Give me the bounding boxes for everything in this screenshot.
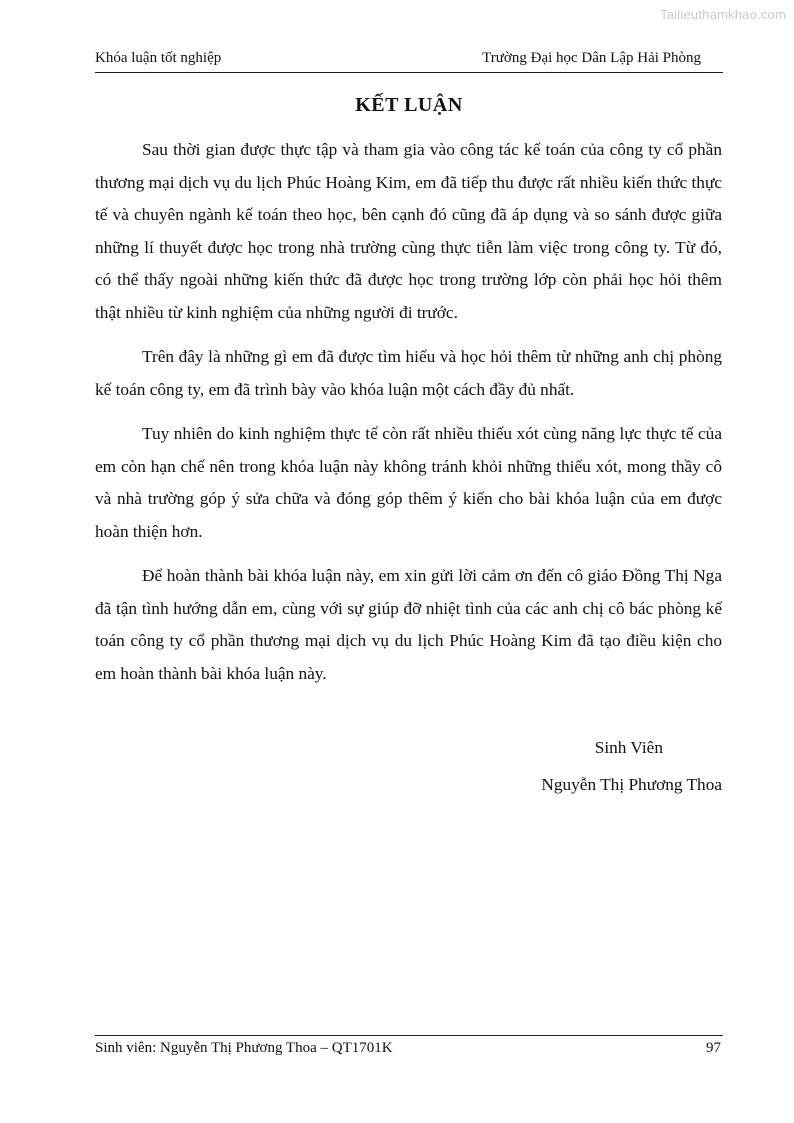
page-footer — [95, 1035, 723, 1056]
page-number: 97 — [706, 1040, 721, 1056]
watermark-text: Tailieuthamkhao.com — [660, 7, 786, 22]
document-body — [95, 134, 722, 702]
paragraph: Trên đây là những gì em đã được tìm hiểu và học hỏi thêm từ những anh chị phòng kế toán công ty, em đã trình bày vào khóa luận một cách đầy đủ nhất. — [95, 347, 722, 399]
page-header — [95, 48, 723, 73]
paragraph: Tuy nhiên do kinh nghiệm thực tế còn rất nhiều thiếu xót cùng năng lực thực tế của em còn hạn chế nên trong khóa luận này không tránh khỏi những thiếu xót, mong thầy cô và nhà trường góp ý sửa chữa và đóng góp thêm ý kiến cho bài khóa luận của em được hoàn thiện hơn. — [95, 424, 722, 541]
footer-student-info: Sinh viên: Nguyễn Thị Phương Thoa – QT1701K — [95, 1040, 393, 1056]
signature-role: Sinh Viên — [594, 738, 663, 757]
page-title: KẾT LUẬN — [355, 94, 463, 116]
paragraph: Sau thời gian được thực tập và tham gia vào công tác kế toán của công ty cổ phần thương mại dịch vụ du lịch Phúc Hoàng Kim, em đã tiếp thu được rất nhiều kiến thức thực tế và chuyên ngành kế toán theo học, bên cạnh đó cũng đã áp dụng và so sánh được giữa những lí thuyết được học trong nhà trường cùng thực tiễn làm việc trong công ty. Từ đó, có thể thấy ngoài những kiến thức đã được học trong trường lớp còn phải học hỏi thêm thật nhiều từ kinh nghiệm của những người đi trước. — [95, 140, 722, 322]
paragraph: Để hoàn thành bài khóa luận này, em xin gửi lời cảm ơn đến cô giáo Đồng Thị Nga đã tận tình hướng dẫn em, cùng với sự giúp đỡ nhiệt tình của các anh chị cô bác phòng kế toán công ty cổ phần thương mại dịch vụ du lịch Phúc Hoàng Kim đã tạo điều kiện cho em hoàn thành bài khóa luận này. — [95, 566, 722, 683]
header-left-text: Khóa luận tốt nghiệp — [95, 50, 222, 66]
signature-name: Nguyễn Thị Phương Thoa — [541, 775, 722, 794]
header-right-text: Trường Đại học Dân Lập Hải Phòng — [482, 50, 701, 66]
